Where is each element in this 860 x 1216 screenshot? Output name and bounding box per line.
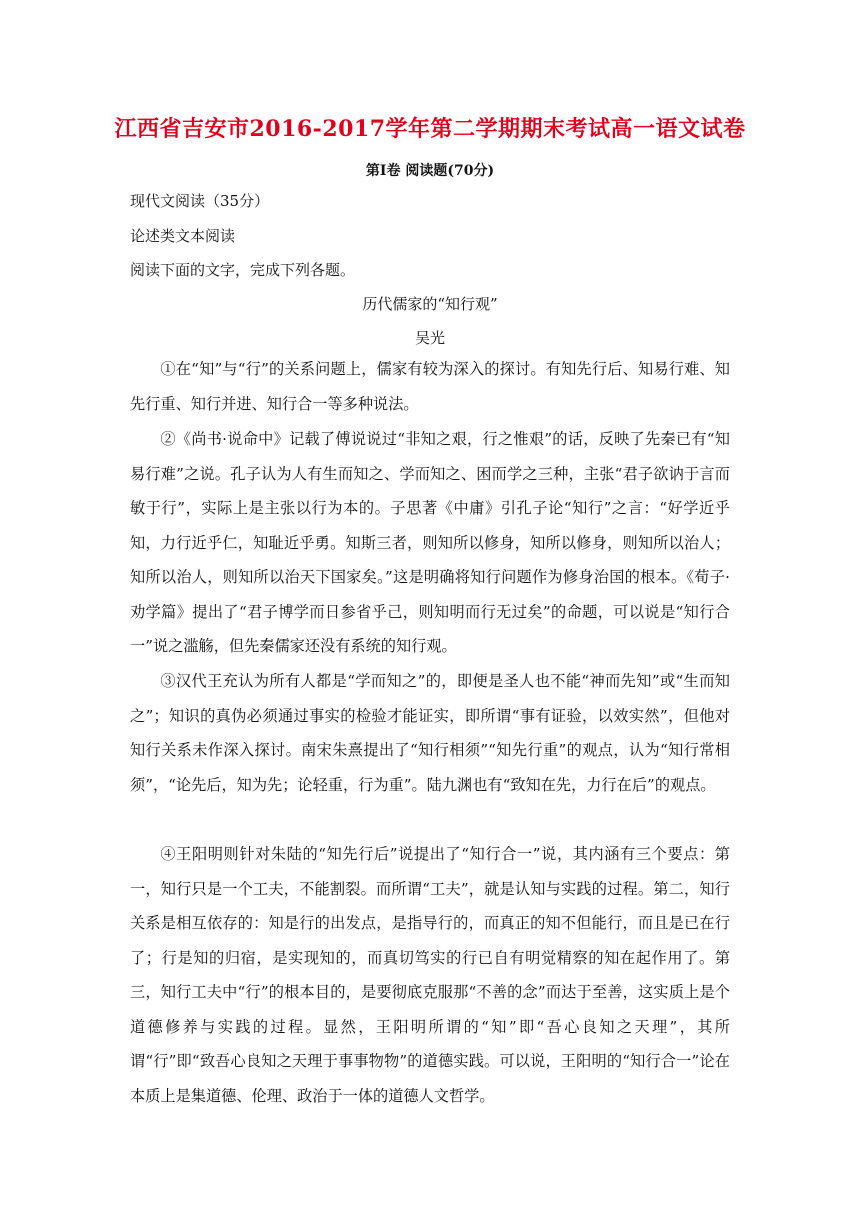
article-title: 历代儒家的“知行观”	[362, 295, 498, 313]
document-title: 江西省吉安市2016-2017学年第二学期期末考试高一语文试卷	[114, 116, 746, 142]
reading-instruction: 阅读下面的文字，完成下列各题。	[130, 261, 356, 279]
article-author: 吴光	[414, 329, 445, 347]
section-heading: 第Ⅰ卷 阅读题(70分)	[365, 163, 495, 179]
paragraph-2: ②《尚书·说命中》记载了傅说说过“非知之艰，行之惟艰”的话，反映了先秦已有“知易行难”之说。孔子认为人有生而知之、学而知之、困而学之三种，主张“君子欲讷于言而敏于行”，实际上是主张以行为本的。子思著《中庸》引孔子论“知行”之言：“好学近乎知，力行近乎仁，知耻近乎勇。知斯三者，则知所以修身，知所以修身，则知所以治人；知所以治人，则知所以治天下国家矣。”这是明确将知行问题作为修身治国的根本。《荀子·劝学篇》提出了“君子博学而日参省乎己，则知明而行无过矣”的命题，可以说是“知行合一”说之滥觞，但先秦儒家还没有系统的知行观。	[130, 430, 730, 655]
paragraph-4: ④王阳明则针对朱陆的“知先行后”说提出了“知行合一”说，其内涵有三个要点：第一，知行只是一个工夫，不能割裂。而所谓“工夫”，就是认知与实践的过程。第二，知行关系是相互依存的：知是行的出发点，是指导行的，而真正的知不但能行，而且是已在行了；行是知的归宿，是实现知的，而真切笃实的行已自有明觉精察的知在起作用了。第三，知行工夫中“行”的根本目的，是要彻底克服那“不善的念”而达于至善，这实质上是个道德修养与实践的过程。显然，王阳明所谓的“知”即“吾心良知之天理”，其所谓“行”即“致吾心良知之天理于事事物物”的道德实践。可以说，王阳明的“知行合一”论在本质上是集道德、伦理、政治于一体的道德人文哲学。	[130, 845, 730, 1105]
paragraph-3: ③汉代王充认为所有人都是“学而知之”的，即便是圣人也不能“神而先知”或“生而知之”；知识的真伪必须通过事实的检验才能证实，即所谓“事有证验，以效实然”，但他对知行关系未作深入探讨。南宋朱熹提出了“知行相须”“知先行重”的观点，认为“知行常相须”，“论先后，知为先；论轻重，行为重”。陆九渊也有“致知在先，力行在后”的观点。	[130, 672, 730, 794]
paragraph-1: ①在“知”与“行”的关系问题上，儒家有较为深入的探讨。有知先行后、知易行难、知先行重、知行并进、知行合一等多种说法。	[130, 360, 730, 413]
sub-heading-argumentative: 论述类文本阅读	[130, 227, 236, 245]
sub-heading-modern-reading: 现代文阅读（35分）	[130, 192, 270, 210]
